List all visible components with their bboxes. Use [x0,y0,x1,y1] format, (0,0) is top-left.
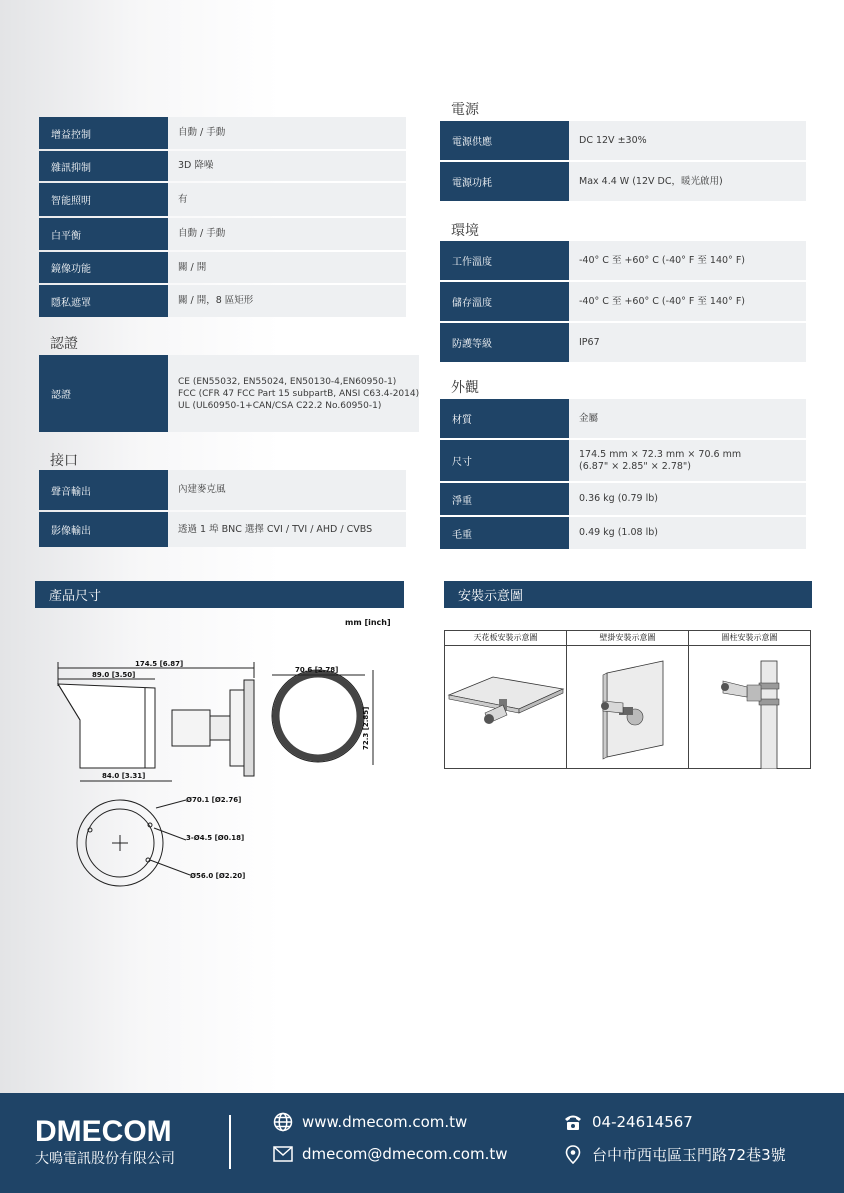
address-text: 台中市西屯區玉門路72巷3號 [592,1146,786,1164]
spec-label: 電源供應 [440,121,569,160]
spec-label: 白平衡 [39,218,168,250]
spec-row [39,117,406,149]
appearance-table [440,399,806,551]
spec-label: 電源功耗 [440,162,569,201]
spec-value: -40° C 至 +60° C (-40° F 至 140° F) [569,282,806,321]
section-title-certification: 認證 [50,336,78,352]
website-text: www.dmecom.com.tw [302,1113,468,1131]
spec-label: 尺寸 [440,440,569,481]
product-dimensions-banner: 產品尺寸 [35,581,404,608]
spec-row [440,121,806,160]
dim-inner-diameter: Ø56.0 [Ø2.20] [190,872,246,880]
brand-logo: DMECOM [35,1115,172,1148]
spec-label: 毛重 [440,517,569,549]
dim-lower-length: 84.0 [3.31] [102,772,146,780]
spec-value: 0.49 kg (1.08 lb) [569,517,806,549]
install-pole-title: 圓柱安裝示意圖 [689,631,810,646]
spec-label: 增益控制 [39,117,168,149]
spec-row [440,162,806,201]
spec-value: 自動 / 手動 [168,117,406,149]
spec-value: 關 / 開，8 區矩形 [168,285,406,317]
phone-icon [562,1112,584,1132]
spec-value: -40° C 至 +60° C (-40° F 至 140° F) [569,241,806,280]
install-ceiling-title: 天花板安裝示意圖 [445,631,566,646]
install-wall-title: 壁掛安裝示意圖 [567,631,688,646]
spec-row [39,470,406,510]
spec-row [440,241,806,280]
website-link[interactable] [272,1112,467,1132]
spec-value: 金屬 [569,399,806,438]
phone-number[interactable] [562,1112,693,1132]
spec-row [39,151,406,181]
section-title-interface: 接口 [50,453,78,469]
mail-icon [272,1144,294,1164]
spec-value: IP67 [569,323,806,362]
environment-table [440,241,806,364]
email-link[interactable] [272,1144,508,1164]
spec-row [39,252,406,283]
spec-row [39,218,406,250]
globe-icon [272,1112,294,1132]
dim-front-height: 72.3 [2.85] [362,706,370,750]
spec-label: 聲音輸出 [39,470,168,510]
certification-table [39,355,420,434]
section-title-appearance: 外觀 [451,380,479,396]
dim-front-length: 89.0 [3.50] [92,671,136,679]
spec-row [440,517,806,549]
location-pin-icon [562,1145,584,1165]
spec-row [39,355,420,432]
spec-value: 自動 / 手動 [168,218,406,250]
dimension-drawing [50,650,390,890]
dim-base-diameter: Ø70.1 [Ø2.76] [186,796,242,804]
spec-row [39,512,406,547]
install-diagrams [444,630,811,769]
spec-row [440,440,806,481]
spec-value: 內建麥克風 [168,470,406,510]
spec-value: Max 4.4 W (12V DC，暖光啟用) [569,162,806,201]
power-table [440,121,806,203]
spec-label: 雜訊抑制 [39,151,168,181]
install-pole [689,631,810,768]
spec-row [39,183,406,216]
spec-row [440,282,806,321]
spec-label: 材質 [440,399,569,438]
spec-label: 影像輸出 [39,512,168,547]
address [562,1144,786,1165]
spec-label: 隱私遮罩 [39,285,168,317]
dim-front-width: 70.6 [2.78] [295,666,339,674]
spec-value: 有 [168,183,406,216]
installation-banner: 安裝示意圖 [444,581,812,608]
section-title-power: 電源 [451,102,479,118]
dim-holes: 3-Ø4.5 [Ø0.18] [186,834,245,842]
spec-value: 透過 1 埠 BNC 選擇 CVI / TVI / AHD / CVBS [168,512,406,547]
spec-value: 174.5 mm × 72.3 mm × 70.6 mm (6.87" × 2.85" × 2.78") [569,440,806,481]
spec-label: 防護等級 [440,323,569,362]
phone-text: 04-24614567 [592,1113,693,1131]
wall-mount-illustration [567,647,689,769]
company-name: 大鳴電訊股份有限公司 [35,1151,175,1167]
spec-row [39,285,406,317]
spec-value: DC 12V ±30% [569,121,806,160]
spec-label: 認證 [39,355,168,432]
spec-table-left [39,117,406,319]
unit-note: mm [inch] [345,618,391,627]
spec-label: 智能照明 [39,183,168,216]
pole-mount-illustration [689,647,811,769]
dim-total-length: 174.5 [6.87] [135,660,184,668]
spec-row [440,399,806,438]
spec-label: 儲存溫度 [440,282,569,321]
spec-label: 淨重 [440,483,569,515]
footer-divider [229,1115,231,1169]
spec-row [440,323,806,362]
spec-row [440,483,806,515]
email-text: dmecom@dmecom.com.tw [302,1145,508,1163]
spec-label: 工作溫度 [440,241,569,280]
install-ceiling [445,631,567,768]
footer [0,1093,844,1193]
spec-value: CE (EN55032, EN55024, EN50130-4,EN60950-1) FCC (CFR 47 FCC Part 15 subpartB, ANSI C63.4-2014) UL (UL60950-1+CAN/CSA C22.2 No.60950-1) [168,355,419,432]
spec-value: 0.36 kg (0.79 lb) [569,483,806,515]
spec-label: 鏡像功能 [39,252,168,283]
install-wall [567,631,689,768]
spec-value: 3D 降噪 [168,151,406,181]
spec-value: 關 / 開 [168,252,406,283]
ceiling-mount-illustration [445,647,567,769]
interface-table [39,470,406,549]
section-title-environment: 環境 [451,223,479,239]
